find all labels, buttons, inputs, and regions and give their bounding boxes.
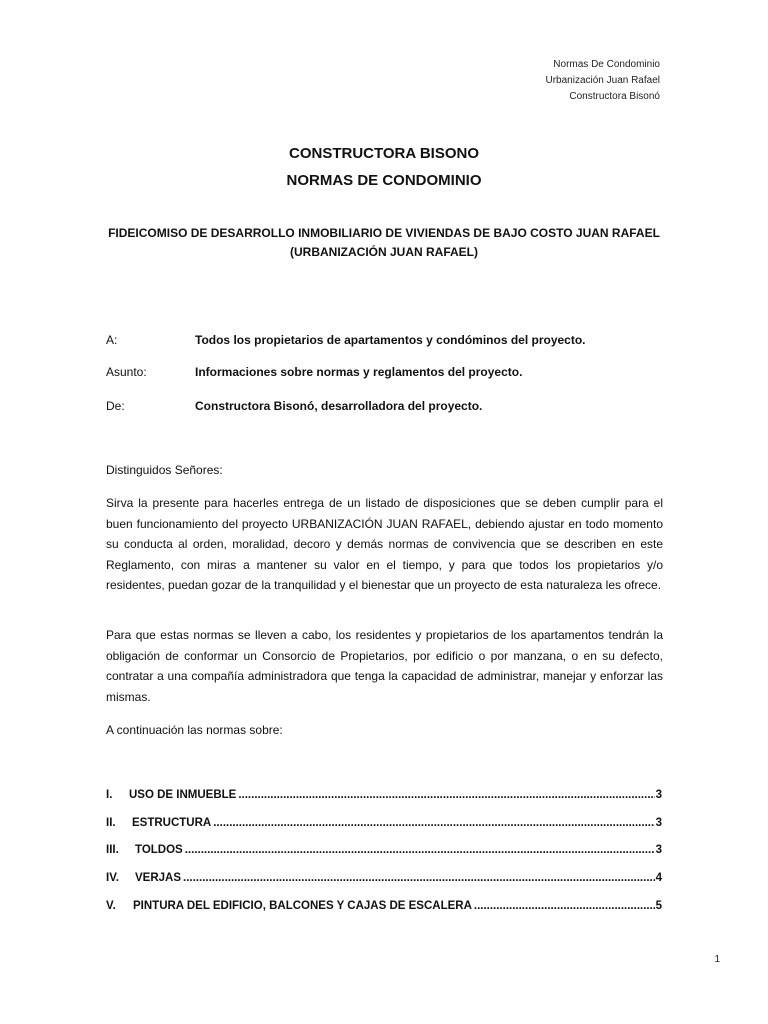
toc-page-number: 3 <box>655 817 662 829</box>
document-subtitle <box>0 224 768 262</box>
memo-subject-value: Informaciones sobre normas y reglamentos del proyecto. <box>195 365 523 379</box>
header-line-company: Constructora Bisonó <box>569 91 660 102</box>
subtitle-trust: FIDEICOMISO DE DESARROLLO INMOBILIARIO DE VIVIENDAS DE BAJO COSTO JUAN RAFAEL <box>108 226 660 240</box>
header-line-document: Normas De Condominio <box>553 59 660 70</box>
toc-entry <box>106 868 662 888</box>
toc-title: PINTURA DEL EDIFICIO, BALCONES Y CAJAS DE ESCALERA <box>133 900 472 912</box>
toc-number: III. <box>106 844 119 856</box>
toc-leader-dots <box>213 813 654 833</box>
salutation: Distinguidos Señores: <box>106 463 223 477</box>
toc-page-number: 4 <box>655 872 662 884</box>
title-company: CONSTRUCTORA BISONO <box>288 145 479 162</box>
toc-title: TOLDOS <box>135 844 183 856</box>
toc-entry <box>106 840 662 860</box>
memo-subject-row <box>106 362 666 382</box>
toc-page-number: 5 <box>655 900 662 912</box>
document-title <box>0 140 768 194</box>
toc-leader-dots <box>185 840 655 860</box>
running-header <box>545 57 660 105</box>
subtitle-urbanization: (URBANIZACIÓN JUAN RAFAEL) <box>290 245 478 259</box>
body-paragraph-2: Para que estas normas se lleven a cabo, los residentes y propietarios de los apartamentos tendrán la obligación de conformar un Consorcio de Propietarios, por edificio o por manzana, o en su defecto, contratar a una compañía administradora que tenga la capacidad de administrar, manejar y enforzar las mismas. <box>106 628 663 704</box>
toc-number: II. <box>106 817 116 829</box>
memo-from-value: Constructora Bisonó, desarrolladora del proyecto. <box>195 399 483 413</box>
page-number: 1 <box>714 954 720 965</box>
toc-entry <box>106 813 662 833</box>
toc-number: V. <box>106 900 116 912</box>
toc-number: I. <box>106 789 113 801</box>
header-line-project: Urbanización Juan Rafael <box>545 75 660 86</box>
toc-title: USO DE INMUEBLE <box>129 789 237 801</box>
memo-from-label: De: <box>106 399 125 413</box>
toc-entry <box>106 896 662 916</box>
toc-page-number: 3 <box>655 844 662 856</box>
memo-from-row <box>106 396 666 416</box>
toc-leader-dots <box>474 896 655 916</box>
memo-to-value: Todos los propietarios de apartamentos y condóminos del proyecto. <box>195 333 586 347</box>
list-intro: A continuación las normas sobre: <box>106 723 283 737</box>
body-paragraph-1: Sirva la presente para hacerles entrega de un listado de disposiciones que se deben cumplir para el buen funcionamiento del proyecto URBANIZACIÓN JUAN RAFAEL, debiendo ajustar en todo momento su conducta al orden, moralidad, decoro y demás normas de convivencia que se describen en este Reglamento, con miras a mantener su valor en el tiempo, y para que todos los propietarios y/o residentes, puedan gozar de la tranquilidad y el bienestar que un proyecto de esta naturaleza les ofrece. <box>106 496 663 593</box>
toc-leader-dots <box>183 868 655 888</box>
toc-entry <box>106 785 662 805</box>
toc-leader-dots <box>238 785 654 805</box>
memo-to-label: A: <box>106 333 118 347</box>
toc-page-number: 3 <box>655 789 662 801</box>
toc-number: IV. <box>106 872 120 884</box>
title-document: NORMAS DE CONDOMINIO <box>286 172 482 189</box>
toc-title: VERJAS <box>135 872 182 884</box>
memo-subject-label: Asunto: <box>106 365 147 379</box>
toc-title: ESTRUCTURA <box>132 817 212 829</box>
memo-to-row <box>106 330 666 350</box>
